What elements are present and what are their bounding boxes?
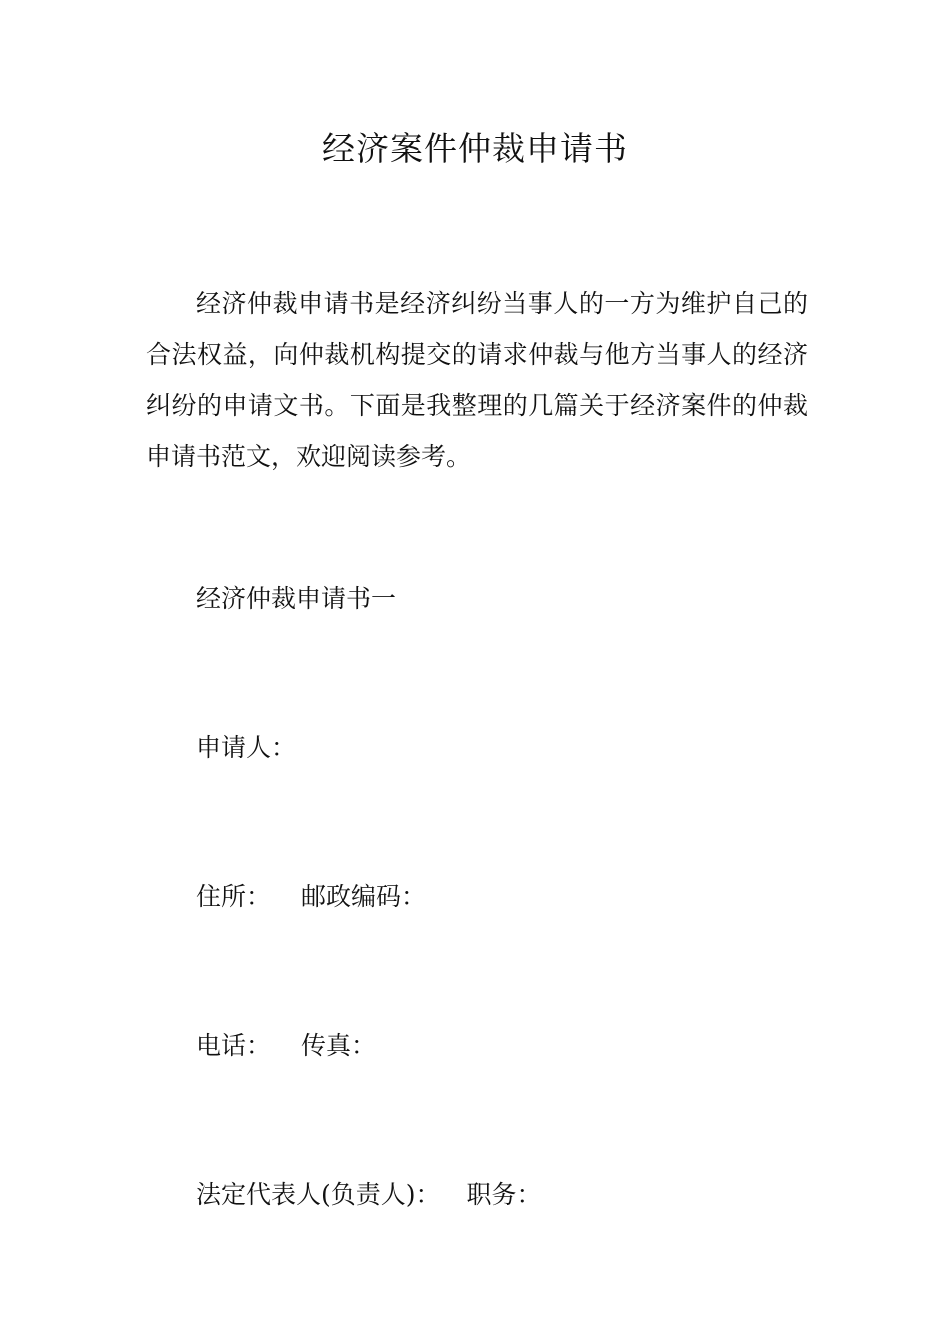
position-label: 职务： (466, 1180, 542, 1209)
address-label: 住所： (196, 882, 272, 911)
applicant-line (196, 728, 296, 768)
phone-line (196, 1026, 376, 1066)
legal-rep-label: 法定代表人(负责人)： (196, 1180, 441, 1209)
phone-label: 电话： (196, 1031, 272, 1060)
address-line (196, 877, 426, 917)
section-heading: 经济仲裁申请书一 (196, 584, 397, 613)
legal-rep-line (196, 1175, 542, 1215)
fax-label: 传真： (301, 1031, 377, 1060)
intro-paragraph: 经济仲裁申请书是经济纠纷当事人的一方为维护自己的合法权益，向仲裁机构提交的请求仲裁与他方当事人的经济纠纷的申请文书。下面是我整理的几篇关于经济案件的仲裁申请书范文，欢迎阅读参考。 (146, 289, 808, 471)
applicant-label: 申请人： (196, 733, 297, 762)
postal-code-label: 邮政编码： (301, 882, 427, 911)
document-title: 经济案件仲裁申请书 (322, 129, 628, 168)
